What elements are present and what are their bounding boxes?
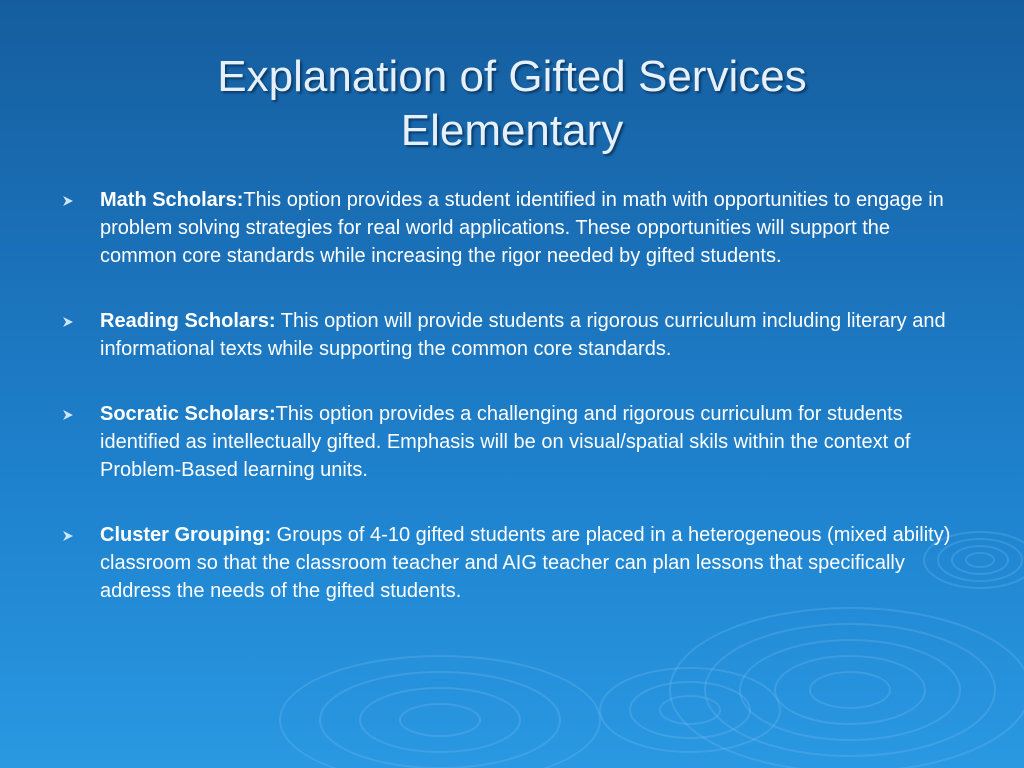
- bullet-text: This option provides a challenging and rigorous curriculum for students identified as intellectually gifted. Emphasis will be on visual/spatial skils within the context of Problem-Based learning units.: [100, 403, 911, 481]
- bullet-label: Reading Scholars:: [100, 310, 276, 332]
- bullet-label: Math Scholars:: [100, 189, 244, 211]
- bullet-text: Groups of 4-10 gifted students are placed in a heterogeneous (mixed ability) classroom so that the classroom teacher and AIG teacher can plan lessons that specifically address the needs of the gifted students.: [100, 524, 951, 602]
- bullet-list: [62, 186, 962, 642]
- bullet-text: This option provides a student identified in math with opportunities to engage in problem solving strategies for real world applications. These opportunities will support the common core standards while increasing the rigor needed by gifted students.: [100, 189, 944, 267]
- bullet-label: Cluster Grouping:: [100, 524, 272, 546]
- arrowhead-bullet-icon: [62, 530, 74, 542]
- bullet-socratic-scholars: [62, 400, 962, 484]
- arrowhead-bullet-icon: [62, 316, 74, 328]
- bullet-label: Socratic Scholars:: [100, 403, 276, 425]
- arrowhead-bullet-icon: [62, 195, 74, 207]
- bullet-text: This option will provide students a rigorous curriculum including literary and informational texts while supporting the common core standards.: [100, 310, 946, 360]
- title-line-2: Elementary: [400, 106, 624, 155]
- bullet-cluster-grouping: [62, 521, 962, 605]
- title-line-1: Explanation of Gifted Services: [217, 52, 807, 101]
- slide-title: [62, 50, 962, 158]
- bullet-math-scholars: [62, 186, 962, 270]
- bullet-reading-scholars: [62, 307, 962, 363]
- arrowhead-bullet-icon: [62, 409, 74, 421]
